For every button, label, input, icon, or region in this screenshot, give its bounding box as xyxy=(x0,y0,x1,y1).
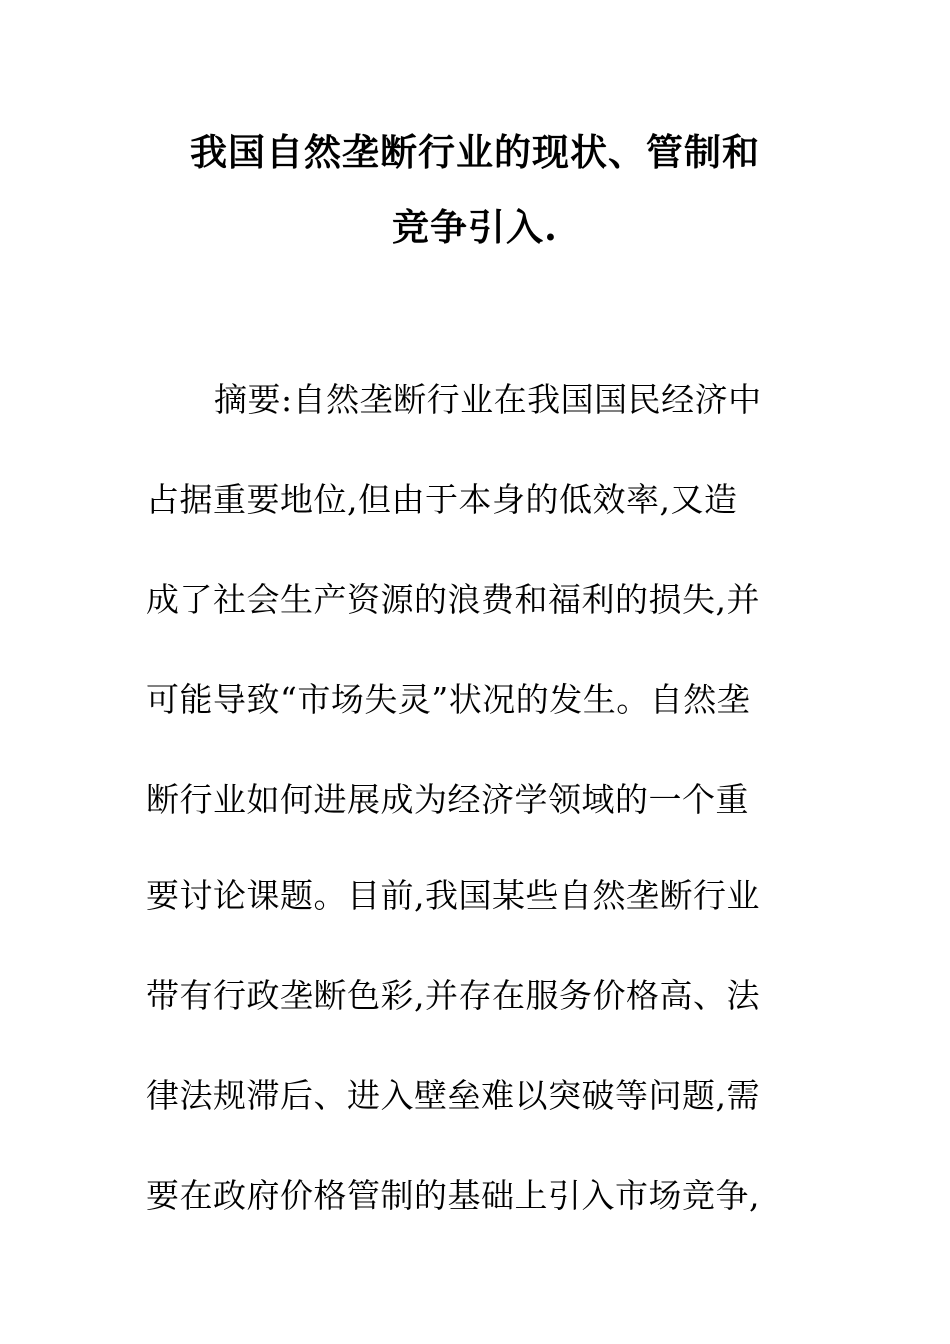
abstract-line-4: 可能导致“市场失灵”状况的发生。自然垄 xyxy=(146,680,751,719)
abstract-line-1: 摘要:自然垄断行业在我国国民经济中 xyxy=(214,380,762,419)
abstract-line-2: 占据重要地位,但由于本身的低效率,又造 xyxy=(146,480,738,519)
abstract-line-8: 律法规滞后、进入壁垒难以突破等问题,需 xyxy=(146,1076,760,1115)
abstract-line-3: 成了社会生产资源的浪费和福利的损失,并 xyxy=(146,580,760,619)
abstract-line-6: 要讨论课题。目前,我国某些自然垄断行业 xyxy=(146,876,760,915)
document-title-line-2: 竞争引入. xyxy=(392,205,558,249)
abstract-line-9: 要在政府价格管制的基础上引入市场竞争, xyxy=(146,1176,760,1215)
abstract-line-5: 断行业如何进展成为经济学领域的一个重 xyxy=(146,780,749,819)
document-title-line-1: 我国自然垄断行业的现状、管制和 xyxy=(190,130,760,174)
abstract-line-7: 带有行政垄断色彩,并存在服务价格高、法 xyxy=(146,976,760,1015)
